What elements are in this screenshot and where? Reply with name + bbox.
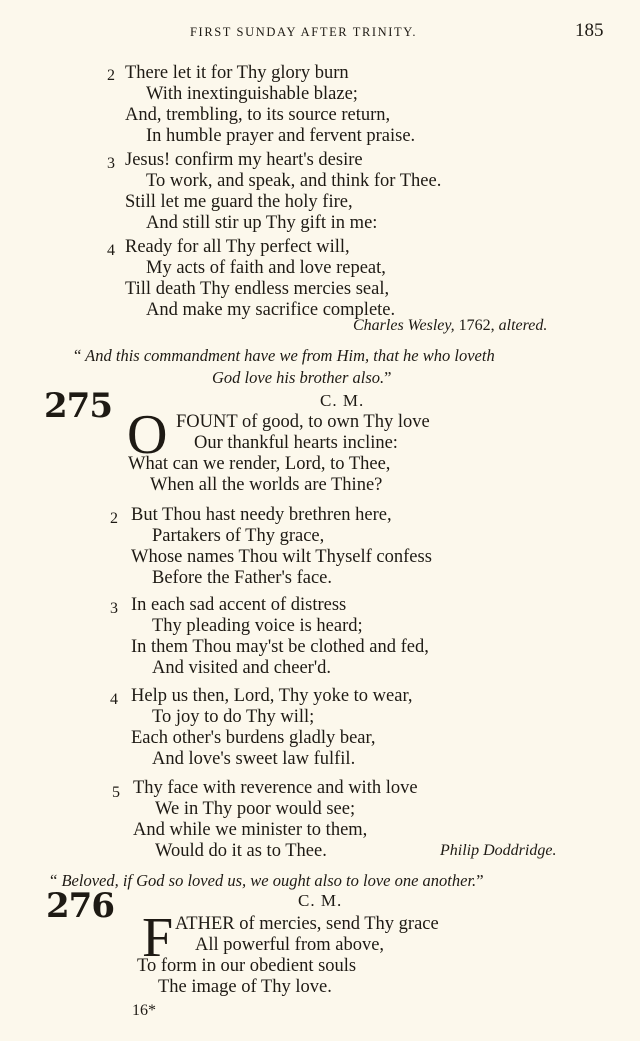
epigraph-275: “ And this commandment have we from Him, that he who loveth: [74, 346, 495, 365]
verse-line: To form in our obedient souls: [137, 956, 357, 976]
verse-line: And, trembling, to its source return,: [125, 105, 391, 125]
verse-line: Help us then, Lord, Thy yoke to wear,: [131, 686, 413, 706]
verse-line: Would do it as to Thee.: [155, 841, 327, 861]
verse-line: Jesus! confirm my heart's desire: [125, 150, 363, 170]
epigraph-276: “ Beloved, if God so loved us, we ought also to love one another.”: [50, 871, 484, 890]
verse-number: 4: [110, 691, 118, 708]
verse-line: In humble prayer and fervent praise.: [146, 126, 416, 146]
verse-number: 3: [110, 600, 118, 617]
verse-line: There let it for Thy glory burn: [125, 63, 349, 83]
verse-line: And love's sweet law fulfil.: [152, 749, 356, 769]
page-number: 185: [575, 20, 604, 41]
verse-line: And while we minister to them,: [133, 820, 368, 840]
verse-number: 4: [107, 242, 115, 259]
verse-line: To work, and speak, and think for Thee.: [146, 171, 442, 191]
verse-number: 3: [107, 155, 115, 172]
verse-number: 2: [110, 510, 118, 527]
hymn-meter: C. M.: [298, 891, 343, 910]
verse-line: And visited and cheer'd.: [152, 658, 332, 678]
verse-line: Till death Thy endless mercies seal,: [125, 279, 390, 299]
verse-line: Ready for all Thy perfect will,: [125, 237, 350, 257]
hymn-attribution: Charles Wesley, 1762, altered.: [353, 317, 548, 334]
verse-line: Whose names Thou wilt Thyself confess: [131, 547, 432, 567]
verse-line: Before the Father's face.: [152, 568, 333, 588]
verse-line: Thy pleading voice is heard;: [152, 616, 363, 636]
drop-cap: O: [127, 404, 168, 466]
verse-line: Our thankful hearts incline:: [194, 433, 398, 453]
verse-line: ATHER of mercies, send Thy grace: [175, 914, 439, 934]
verse-line: The image of Thy love.: [158, 977, 332, 997]
verse-line: But Thou hast needy brethren here,: [131, 505, 392, 525]
verse-line: Thy face with reverence and with love: [133, 778, 418, 798]
verse-line: When all the worlds are Thine?: [150, 475, 383, 495]
signature-mark: 16*: [132, 1002, 156, 1019]
hymn-number-276: 276: [46, 886, 114, 926]
verse-line: And still stir up Thy gift in me:: [146, 213, 378, 233]
verse-line: We in Thy poor would see;: [155, 799, 356, 819]
verse-number: 5: [112, 784, 120, 801]
running-header: FIRST SUNDAY AFTER TRINITY.: [190, 25, 418, 39]
epigraph-275-line-2: God love his brother also.”: [212, 368, 392, 387]
hymn-number-275: 275: [44, 386, 112, 426]
hymn-attribution: Philip Doddridge.: [440, 842, 557, 859]
verse-number: 2: [107, 67, 115, 84]
verse-line: In each sad accent of distress: [131, 595, 347, 615]
verse-line: To joy to do Thy will;: [152, 707, 315, 727]
verse-line: And make my sacrifice complete.: [146, 300, 396, 320]
verse-line: FOUNT of good, to own Thy love: [176, 412, 430, 432]
verse-line: Partakers of Thy grace,: [152, 526, 325, 546]
verse-line: Still let me guard the holy fire,: [125, 192, 353, 212]
drop-cap: F: [142, 907, 174, 969]
verse-line: Each other's burdens gladly bear,: [131, 728, 376, 748]
verse-line: All powerful from above,: [195, 935, 385, 955]
hymn-meter: C. M.: [320, 391, 365, 410]
verse-line: My acts of faith and love repeat,: [146, 258, 386, 278]
verse-line: With inextinguishable blaze;: [146, 84, 358, 104]
verse-line: What can we render, Lord, to Thee,: [128, 454, 391, 474]
verse-line: In them Thou may'st be clothed and fed,: [131, 637, 429, 657]
